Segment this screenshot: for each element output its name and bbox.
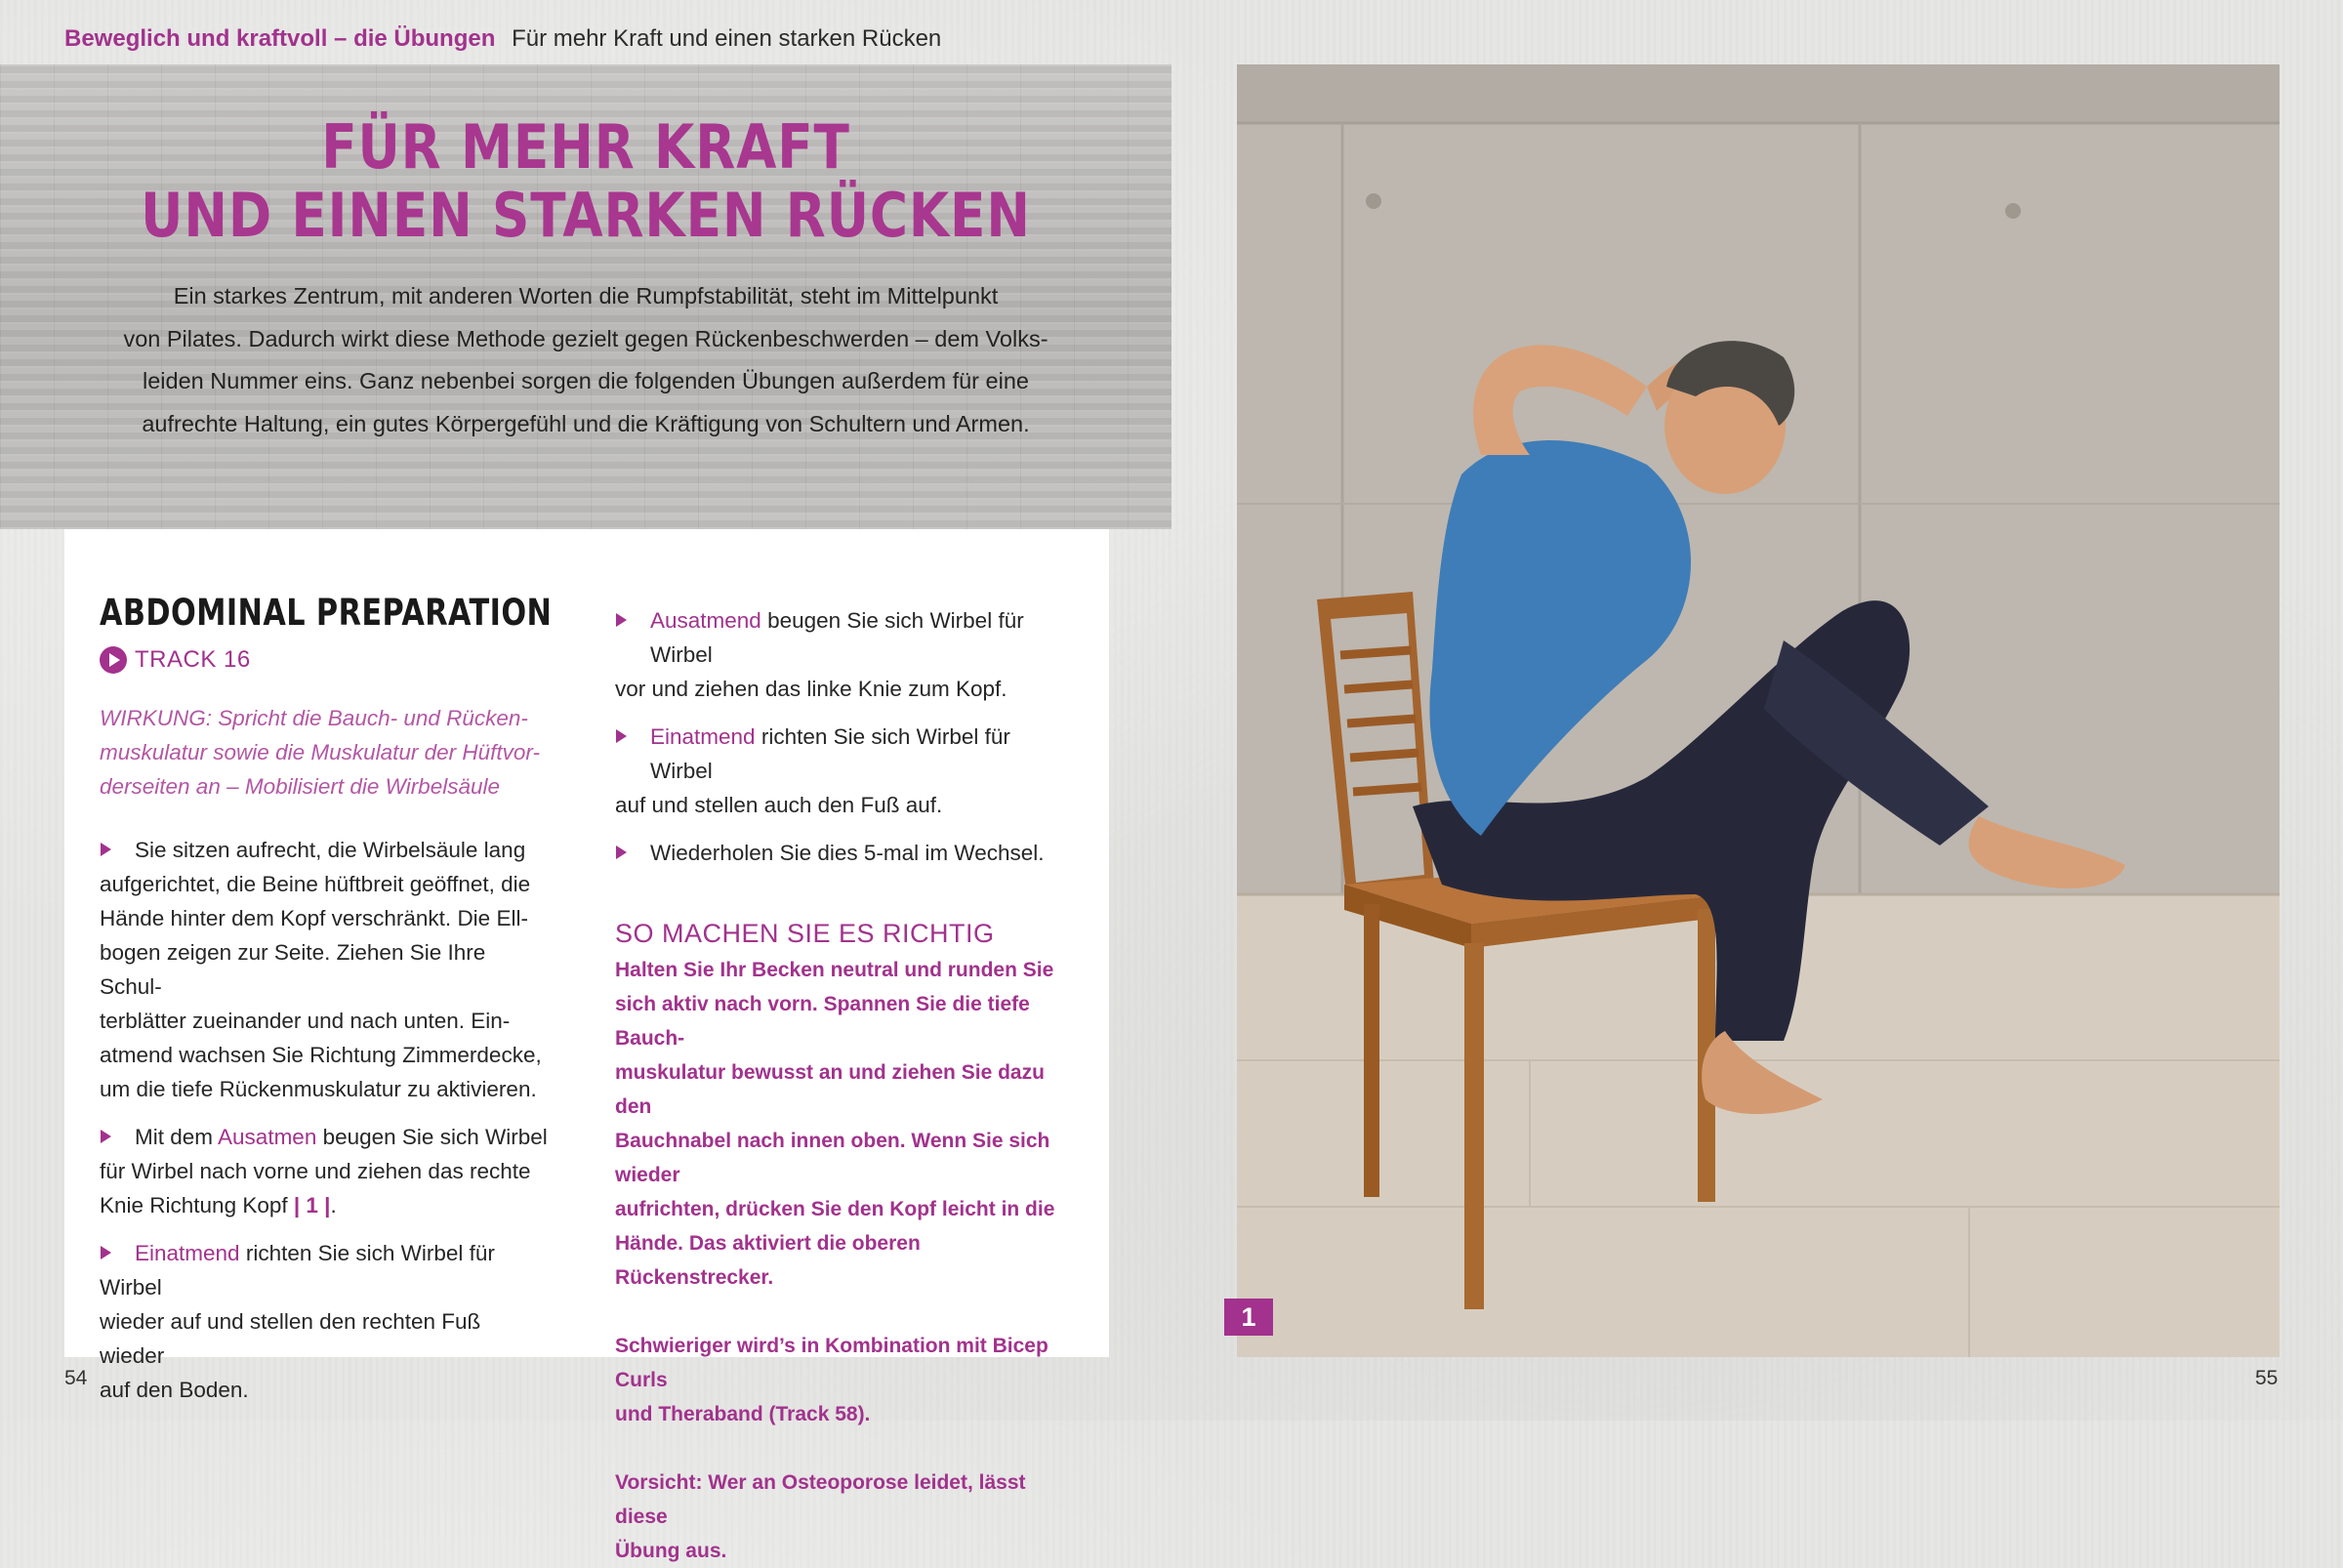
intro-paragraph [98, 275, 1074, 445]
intro-line: aufrechte Haltung, ein gutes Körpergefühl und die Kräftigung von Schultern und Armen. [142, 410, 1030, 436]
tip-line: Vorsicht: Wer an Osteoporose leidet, lässt diese [615, 1471, 1026, 1528]
play-icon[interactable] [100, 646, 127, 674]
page-number-left: 54 [64, 1367, 88, 1389]
step-text: richten Sie sich Wirbel für Wirbel [100, 1241, 495, 1300]
instruction-step-3-cont [100, 1304, 549, 1407]
breath-cue: Ausatmen [218, 1125, 317, 1149]
step-line: auf den Boden. [100, 1378, 249, 1402]
step-line: Hände hinter dem Kopf verschränkt. Die Ell- [100, 906, 528, 930]
tip-line: Übung aus. [615, 1540, 727, 1562]
effect-line: muskulatur sowie die Muskulatur der Hüftvor- [100, 740, 541, 764]
step-text: beugen Sie sich Wirbel für Wirbel [650, 608, 1024, 667]
instruction-step-3 [100, 1236, 549, 1304]
instruction-list [100, 833, 549, 1407]
exercise-photo [1237, 64, 2280, 1357]
step-line: um die tiefe Rückenmuskulatur zu aktivieren. [100, 1077, 537, 1101]
step-text: . [330, 1193, 337, 1217]
page-number-right: 55 [2255, 1367, 2279, 1389]
tips-heading: SO MACHEN SIE ES RICHTIG [615, 919, 995, 948]
running-header-topic: Für mehr Kraft und einen starken Rücken [512, 25, 942, 52]
tip-line: sich aktiv nach vorn. Spannen Sie die tiefe Bauch- [615, 993, 1030, 1050]
step-text: beugen Sie sich Wirbel [316, 1125, 548, 1149]
instruction-step-4 [615, 603, 1074, 706]
instruction-step-1 [100, 833, 549, 867]
tip-correct [615, 953, 1074, 1295]
exercise-effect [100, 701, 549, 804]
instruction-step-6: Wiederholen Sie dies 5-mal im Wechsel. [615, 836, 1074, 870]
tip-harder [615, 1329, 1074, 1431]
tip-line: Halten Sie Ihr Becken neutral und runden Sie [615, 959, 1054, 981]
step-line: für Wirbel nach vorne und ziehen das rechte [100, 1159, 531, 1183]
page-title [82, 113, 1089, 250]
breath-cue: Ausatmend [650, 608, 761, 633]
audio-track-link[interactable] [100, 646, 549, 674]
instruction-step-5 [615, 720, 1074, 822]
exercise-column-right [615, 603, 1074, 1568]
step-line: auf und stellen auch den Fuß auf. [615, 793, 943, 817]
tip-line: Schwieriger wird’s in Kombination mit Bicep Curls [615, 1335, 1048, 1391]
tip-line: Bauchnabel nach innen oben. Wenn Sie sich wieder [615, 1130, 1050, 1186]
running-header-section: Beweglich und kraftvoll – die Übungen [64, 25, 496, 52]
page-title-line-2: UND EINEN STARKEN RÜCKEN [141, 180, 1031, 251]
step-line: wieder auf und stellen den rechten Fuß wieder [100, 1309, 481, 1368]
step-line: bogen zeigen zur Seite. Ziehen Sie Ihre Schul- [100, 940, 486, 999]
effect-line: derseiten an – Mobilisiert die Wirbelsäule [100, 774, 500, 799]
tip-line: Hände. Das aktiviert die oberen Rückenstrecker. [615, 1232, 921, 1289]
tip-line: muskulatur bewusst an und ziehen Sie dazu den [615, 1061, 1045, 1118]
exercise-illustration [1237, 64, 2280, 1357]
intro-line: leiden Nummer eins. Ganz nebenbei sorgen die folgenden Übungen außerdem für eine [143, 368, 1029, 393]
tip-line: und Theraband (Track 58). [615, 1403, 871, 1425]
tip-line: aufrichten, drücken Sie den Kopf leicht in die [615, 1198, 1055, 1220]
instruction-step-2 [100, 1120, 549, 1154]
figure-number-badge: 1 [1224, 1299, 1273, 1336]
step-line: atmend wachsen Sie Richtung Zimmerdecke, [100, 1043, 542, 1067]
breath-cue: Einatmend [135, 1241, 240, 1265]
effect-line: WIRKUNG: Spricht die Bauch- und Rücken- [100, 706, 528, 730]
figure-reference: | 1 | [293, 1193, 331, 1217]
track-label: TRACK 16 [135, 646, 251, 673]
step-line: terblätter zueinander und nach unten. Ein- [100, 1009, 511, 1033]
step-text: richten Sie sich Wirbel für Wirbel [650, 724, 1010, 783]
tip-caution [615, 1465, 1074, 1568]
step-text: Mit dem [135, 1125, 219, 1149]
intro-line: von Pilates. Dadurch wirkt diese Methode gezielt gegen Rückenbeschwerden – dem Volks- [123, 325, 1048, 351]
exercise-title: ABDOMINAL PREPARATION [100, 592, 553, 634]
instruction-step-2-cont [100, 1154, 549, 1222]
step-text: Knie Richtung Kopf [100, 1193, 294, 1217]
intro-line: Ein starkes Zentrum, mit anderen Worten die Rumpfstabilität, steht im Mittelpunkt [173, 283, 999, 309]
page-title-line-1: FÜR MEHR KRAFT [321, 111, 850, 183]
exercise-column-left [100, 592, 553, 1407]
step-line: aufgerichtet, die Beine hüftbreit geöffnet, die [100, 872, 531, 896]
step-line: Sie sitzen aufrecht, die Wirbelsäule lang [135, 838, 526, 862]
running-header [64, 25, 941, 53]
breath-cue: Einatmend [650, 724, 756, 749]
instruction-step-1-cont [100, 867, 549, 1106]
step-line: vor und ziehen das linke Knie zum Kopf. [615, 677, 1007, 701]
step-line [100, 1188, 549, 1222]
